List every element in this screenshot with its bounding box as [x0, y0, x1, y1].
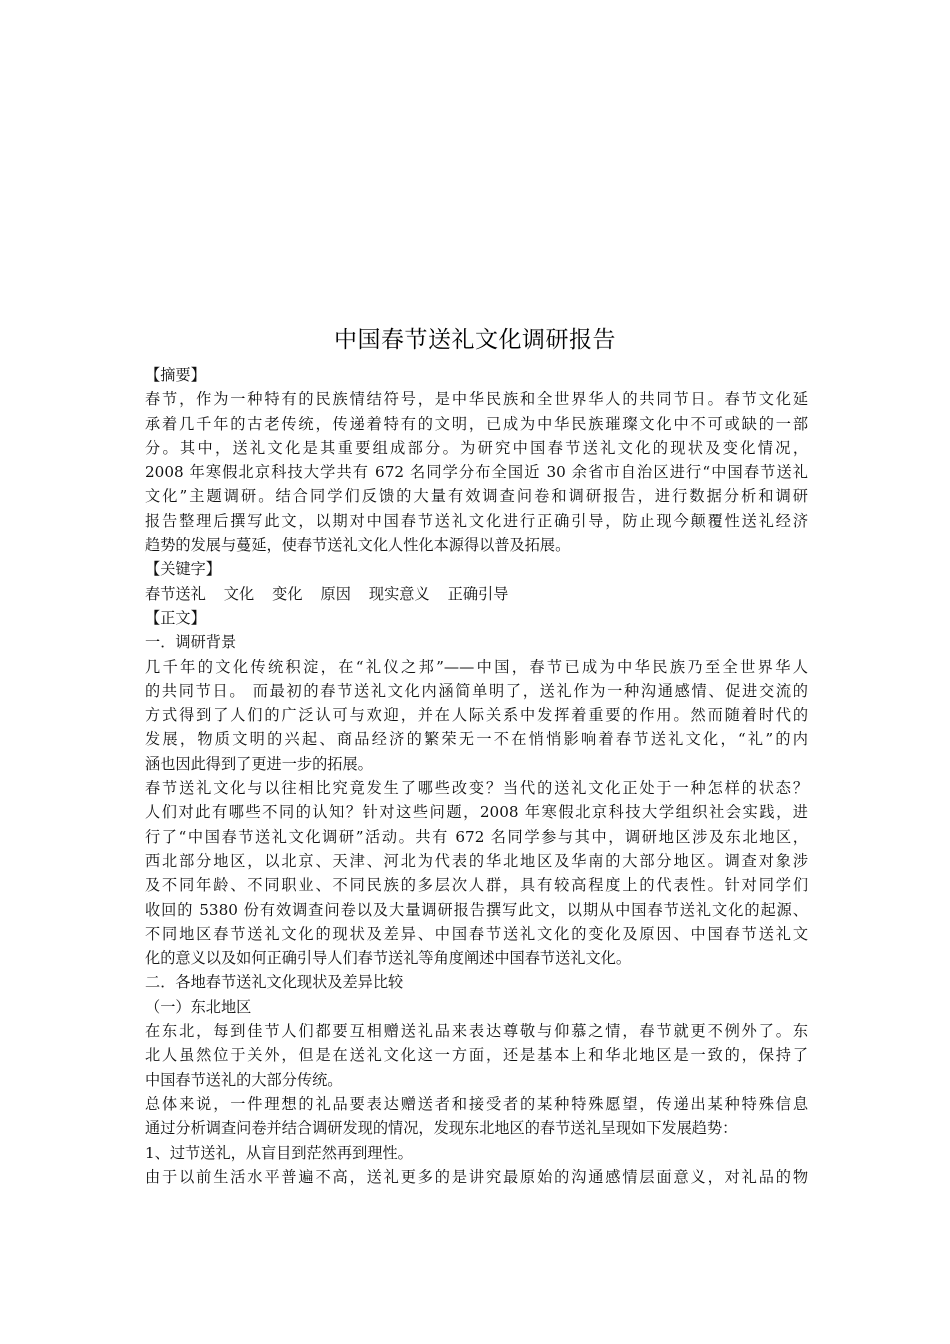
text-line: 1、过节送礼，从盲目到茫然再到理性。 — [145, 1143, 413, 1162]
keyword: 春节送礼 — [145, 584, 206, 603]
text-line: 收回的 5380 份有效调查问卷以及大量调研报告撰写此文，以期从中国春节送礼文化的起源、 — [145, 900, 808, 919]
text-line: 2008 年寒假北京科技大学共有 672 名同学分布全国近 30 余省市自治区进行“中国春节送礼 — [145, 463, 808, 482]
keyword: 文化 — [223, 584, 255, 603]
text-line: 涵也因此得到了更进一步的拓展。 — [145, 754, 373, 773]
text-line: 报告整理后撰写此文，以期对中国春节送礼文化进行正确引导，防止现今颠覆性送礼经济 — [145, 511, 808, 530]
keyword-list — [145, 582, 808, 606]
text-line: 及不同年龄、不同职业、不同民族的多层次人群，具有较高程度上的代表性。针对同学们 — [145, 876, 808, 895]
text-line: 行了“中国春节送礼文化调研”活动。共有 672 名同学参与其中，调研地区涉及东北地区， — [145, 827, 808, 846]
text-line: 二．各地春节送礼文化现状及差异比较 — [145, 973, 404, 992]
text-line: 人们对此有哪些不同的认知？针对这些问题，2008 年寒假北京科技大学组织社会实践，进 — [145, 803, 808, 822]
text-line: 由于以前生活水平普遍不高，送礼更多的是讲究最原始的沟通感情层面意义，对礼品的物 — [145, 1167, 808, 1186]
keyword: 正确引导 — [447, 584, 509, 603]
text-line: 西北部分地区，以北京、天津、河北为代表的华北地区及华南的大部分地区。调查对象涉 — [145, 851, 808, 870]
text-line: 方式得到了人们的广泛认可与欢迎，并在人际关系中发挥着重要的作用。然而随着时代的 — [145, 706, 808, 725]
text-line: 文化”主题调研。结合同学们反馈的大量有效调查问卷和调研报告，进行数据分析和调研 — [145, 487, 808, 506]
text-line: 趋势的发展与蔓延，使春节送礼文化人性化本源得以普及拓展。 — [145, 536, 571, 555]
text-line: 的共同节日。 而最初的春节送礼文化内涵简单明了，送礼作为一种沟通感情、促进交流的 — [145, 681, 808, 700]
text-line: 化的意义以及如何正确引导人们春节送礼等角度阐述中国春节送礼文化。 — [145, 949, 631, 968]
text-line: 【摘要】 — [145, 366, 206, 384]
text-line: 分。其中，送礼文化是其重要组成部分。为研究中国春节送礼文化的现状及变化情况， — [145, 438, 808, 457]
text-line: 几千年的文化传统积淀，在“礼仪之邦”——中国，春节已成为中华民族乃至全世界华人 — [145, 657, 808, 676]
text-line: 发展，物质文明的兴起、商品经济的繁荣无一不在悄悄影响着春节送礼文化，“礼”的内 — [145, 730, 808, 749]
text-line: 春节，作为一种特有的民族情结符号，是中华民族和全世界华人的共同节日。春节文化延 — [145, 390, 808, 409]
text-line: 【关键字】 — [145, 560, 221, 579]
keyword: 变化 — [272, 584, 303, 603]
document-body — [145, 363, 808, 1189]
text-line: 承着几千年的古老传统，传递着特有的文明，已成为中华民族璀璨文化中不可或缺的一部 — [145, 414, 808, 433]
keyword: 现实意义 — [368, 584, 430, 603]
text-line: （一）东北地区 — [145, 997, 252, 1016]
text-line: 中国春节送礼的大部分传统。 — [145, 1070, 343, 1089]
page-title: 中国春节送礼文化调研报告 — [334, 327, 616, 353]
text-line: 总体来说，一件理想的礼品要表达赠送者和接受者的某种特殊愿望，传递出某种特殊信息 — [145, 1094, 808, 1113]
text-line: 一．调研背景 — [145, 633, 237, 652]
text-line: 不同地区春节送礼文化的现状及差异、中国春节送礼文化的变化及原因、中国春节送礼文 — [145, 924, 808, 943]
keyword: 原因 — [320, 584, 351, 603]
text-line: 北人虽然位于关外，但是在送礼文化这一方面，还是基本上和华北地区是一致的，保持了 — [145, 1046, 808, 1065]
text-line: 通过分析调查问卷并结合调研发现的情况，发现东北地区的春节送礼呈现如下发展趋势： — [145, 1119, 738, 1138]
text-line: 在东北，每到佳节人们都要互相赠送礼品来表达尊敬与仰慕之情，春节就更不例外了。东 — [145, 1022, 808, 1041]
text-line: 春节送礼文化与以往相比究竟发生了哪些改变？当代的送礼文化正处于一种怎样的状态？ — [145, 779, 808, 798]
text-line: 【正文】 — [145, 608, 206, 627]
